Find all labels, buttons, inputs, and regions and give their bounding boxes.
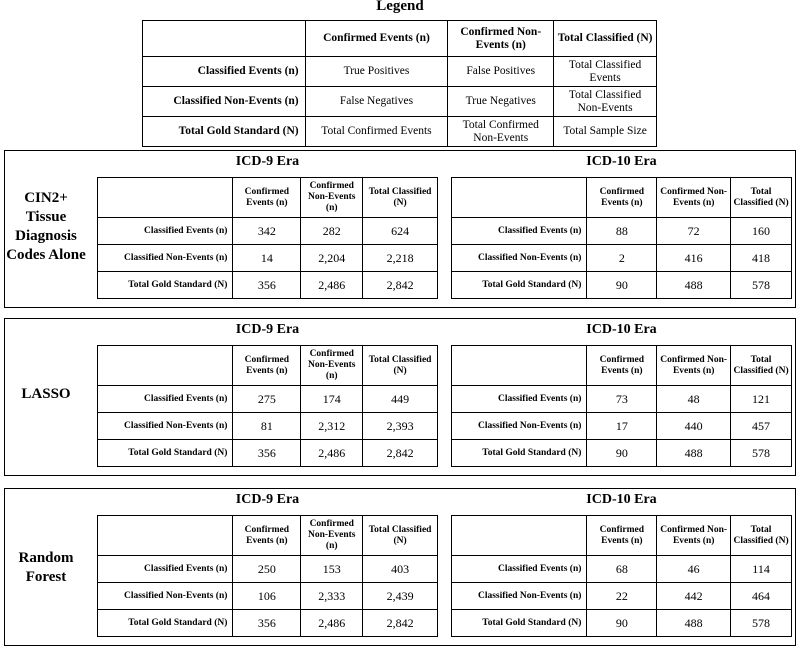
- count-cell: 578: [731, 440, 792, 467]
- table-row: [452, 245, 792, 272]
- icd10-era-title: ICD-10 Era: [586, 154, 657, 169]
- legend-cell: Total Classified Non-Events: [554, 87, 657, 117]
- column-header: Confirmed Non-Events (n): [301, 516, 363, 556]
- icd9-era-title: ICD-9 Era: [235, 322, 300, 337]
- icd9-table: [97, 177, 438, 299]
- count-cell: 356: [233, 440, 301, 467]
- count-cell: 624: [363, 218, 438, 245]
- table-row: [98, 556, 438, 583]
- column-header: Confirmed Events (n): [233, 516, 301, 556]
- legend-row-header: Classified Events (n): [143, 57, 306, 87]
- column-header: Total Classified (N): [363, 516, 438, 556]
- row-header: Total Gold Standard (N): [452, 610, 587, 637]
- legend-table: [142, 20, 657, 147]
- count-cell: 442: [657, 583, 731, 610]
- legend-cell: True Positives: [305, 57, 448, 87]
- icd9-table: [97, 345, 438, 467]
- row-header: Classified Events (n): [98, 386, 233, 413]
- count-cell: 2,204: [301, 245, 363, 272]
- row-header: Classified Non-Events (n): [452, 583, 587, 610]
- row-header: Total Gold Standard (N): [452, 272, 587, 299]
- row-header: Classified Events (n): [452, 556, 587, 583]
- count-cell: 282: [301, 218, 363, 245]
- count-cell: 114: [731, 556, 792, 583]
- count-cell: 2: [587, 245, 657, 272]
- icd9-era-title: ICD-9 Era: [235, 154, 300, 169]
- icd10-era-title: ICD-10 Era: [586, 492, 657, 507]
- count-cell: 488: [657, 610, 731, 637]
- icd9-table: [97, 515, 438, 637]
- icd9-era-title: ICD-9 Era: [235, 492, 300, 507]
- column-header: Total Classified (N): [731, 178, 792, 218]
- count-cell: 174: [301, 386, 363, 413]
- panel-random-forest: [4, 488, 796, 646]
- count-cell: 418: [731, 245, 792, 272]
- count-cell: 14: [233, 245, 301, 272]
- column-header: Confirmed Events (n): [587, 346, 657, 386]
- table-row: [98, 413, 438, 440]
- table-row: [452, 272, 792, 299]
- count-cell: 457: [731, 413, 792, 440]
- legend-cell: False Positives: [448, 57, 554, 87]
- column-header: Confirmed Events (n): [233, 178, 301, 218]
- count-cell: 2,486: [301, 610, 363, 637]
- row-header: Total Gold Standard (N): [452, 440, 587, 467]
- count-cell: 160: [731, 218, 792, 245]
- legend-cell: Total Confirmed Events: [305, 117, 448, 147]
- count-cell: 90: [587, 610, 657, 637]
- row-header: Classified Events (n): [98, 218, 233, 245]
- icd10-table: [451, 515, 792, 637]
- count-cell: 121: [731, 386, 792, 413]
- row-header: Classified Events (n): [452, 386, 587, 413]
- table-row: [452, 218, 792, 245]
- table-row: [98, 386, 438, 413]
- table-row: [452, 440, 792, 467]
- table-corner: [452, 346, 587, 386]
- legend-cell: Total Confirmed Non-Events: [448, 117, 554, 147]
- count-cell: 153: [301, 556, 363, 583]
- count-cell: 440: [657, 413, 731, 440]
- column-header: Confirmed Non-Events (n): [657, 516, 731, 556]
- count-cell: 106: [233, 583, 301, 610]
- count-cell: 2,842: [363, 272, 438, 299]
- count-cell: 2,439: [363, 583, 438, 610]
- table-row: [98, 610, 438, 637]
- column-header: Total Classified (N): [731, 346, 792, 386]
- table-row: [98, 440, 438, 467]
- column-header: Confirmed Non-Events (n): [657, 178, 731, 218]
- column-header: Confirmed Events (n): [233, 346, 301, 386]
- count-cell: 449: [363, 386, 438, 413]
- legend-col-header: Confirmed Events (n): [305, 21, 448, 57]
- legend-cell: Total Sample Size: [554, 117, 657, 147]
- count-cell: 2,312: [301, 413, 363, 440]
- count-cell: 464: [731, 583, 792, 610]
- count-cell: 250: [233, 556, 301, 583]
- table-row: [452, 556, 792, 583]
- row-header: Total Gold Standard (N): [98, 440, 233, 467]
- count-cell: 17: [587, 413, 657, 440]
- table-row: [452, 583, 792, 610]
- count-cell: 488: [657, 440, 731, 467]
- count-cell: 73: [587, 386, 657, 413]
- count-cell: 403: [363, 556, 438, 583]
- count-cell: 275: [233, 386, 301, 413]
- legend-cell: True Negatives: [448, 87, 554, 117]
- count-cell: 578: [731, 610, 792, 637]
- count-cell: 2,842: [363, 610, 438, 637]
- column-header: Total Classified (N): [363, 346, 438, 386]
- row-header: Classified Events (n): [452, 218, 587, 245]
- count-cell: 90: [587, 440, 657, 467]
- legend-corner: [143, 21, 306, 57]
- table-row: [98, 272, 438, 299]
- row-header: Total Gold Standard (N): [98, 272, 233, 299]
- row-header: Total Gold Standard (N): [98, 610, 233, 637]
- count-cell: 22: [587, 583, 657, 610]
- table-corner: [98, 178, 233, 218]
- count-cell: 72: [657, 218, 731, 245]
- row-header: Classified Non-Events (n): [452, 413, 587, 440]
- count-cell: 578: [731, 272, 792, 299]
- panel-cin2: [4, 150, 796, 308]
- count-cell: 356: [233, 272, 301, 299]
- column-header: Confirmed Non-Events (n): [657, 346, 731, 386]
- column-header: Confirmed Non-Events (n): [301, 346, 363, 386]
- column-header: Confirmed Events (n): [587, 516, 657, 556]
- legend-col-header: Total Classified (N): [554, 21, 657, 57]
- row-header: Classified Non-Events (n): [452, 245, 587, 272]
- count-cell: 2,393: [363, 413, 438, 440]
- table-row: [452, 610, 792, 637]
- table-corner: [98, 516, 233, 556]
- column-header: Total Classified (N): [731, 516, 792, 556]
- count-cell: 356: [233, 610, 301, 637]
- column-header: Confirmed Non-Events (n): [301, 178, 363, 218]
- count-cell: 2,218: [363, 245, 438, 272]
- legend-cell: Total Classified Events: [554, 57, 657, 87]
- column-header: Total Classified (N): [363, 178, 438, 218]
- table-row: [98, 218, 438, 245]
- legend-row-header: Total Gold Standard (N): [143, 117, 306, 147]
- count-cell: 68: [587, 556, 657, 583]
- legend-title: Legend: [376, 0, 424, 14]
- count-cell: 2,486: [301, 440, 363, 467]
- count-cell: 2,333: [301, 583, 363, 610]
- table-corner: [98, 346, 233, 386]
- row-header: Classified Non-Events (n): [98, 245, 233, 272]
- row-header: Classified Non-Events (n): [98, 583, 233, 610]
- count-cell: 46: [657, 556, 731, 583]
- count-cell: 81: [233, 413, 301, 440]
- count-cell: 2,486: [301, 272, 363, 299]
- table-corner: [452, 516, 587, 556]
- table-row: [452, 386, 792, 413]
- count-cell: 88: [587, 218, 657, 245]
- legend-row-header: Classified Non-Events (n): [143, 87, 306, 117]
- method-label: Random Forest: [18, 550, 74, 585]
- count-cell: 416: [657, 245, 731, 272]
- count-cell: 2,842: [363, 440, 438, 467]
- icd10-table: [451, 177, 792, 299]
- icd10-era-title: ICD-10 Era: [586, 322, 657, 337]
- count-cell: 342: [233, 218, 301, 245]
- table-row: [452, 413, 792, 440]
- column-header: Confirmed Events (n): [587, 178, 657, 218]
- table-row: [98, 245, 438, 272]
- row-header: Classified Non-Events (n): [98, 413, 233, 440]
- panel-lasso: [4, 318, 796, 476]
- count-cell: 90: [587, 272, 657, 299]
- method-label: LASSO: [21, 386, 71, 402]
- method-label: CIN2+ Tissue Diagnosis Codes Alone: [6, 190, 86, 263]
- table-row: [98, 583, 438, 610]
- row-header: Classified Events (n): [98, 556, 233, 583]
- legend-col-header: Confirmed Non-Events (n): [448, 21, 554, 57]
- count-cell: 488: [657, 272, 731, 299]
- icd10-table: [451, 345, 792, 467]
- legend-cell: False Negatives: [305, 87, 448, 117]
- count-cell: 48: [657, 386, 731, 413]
- table-corner: [452, 178, 587, 218]
